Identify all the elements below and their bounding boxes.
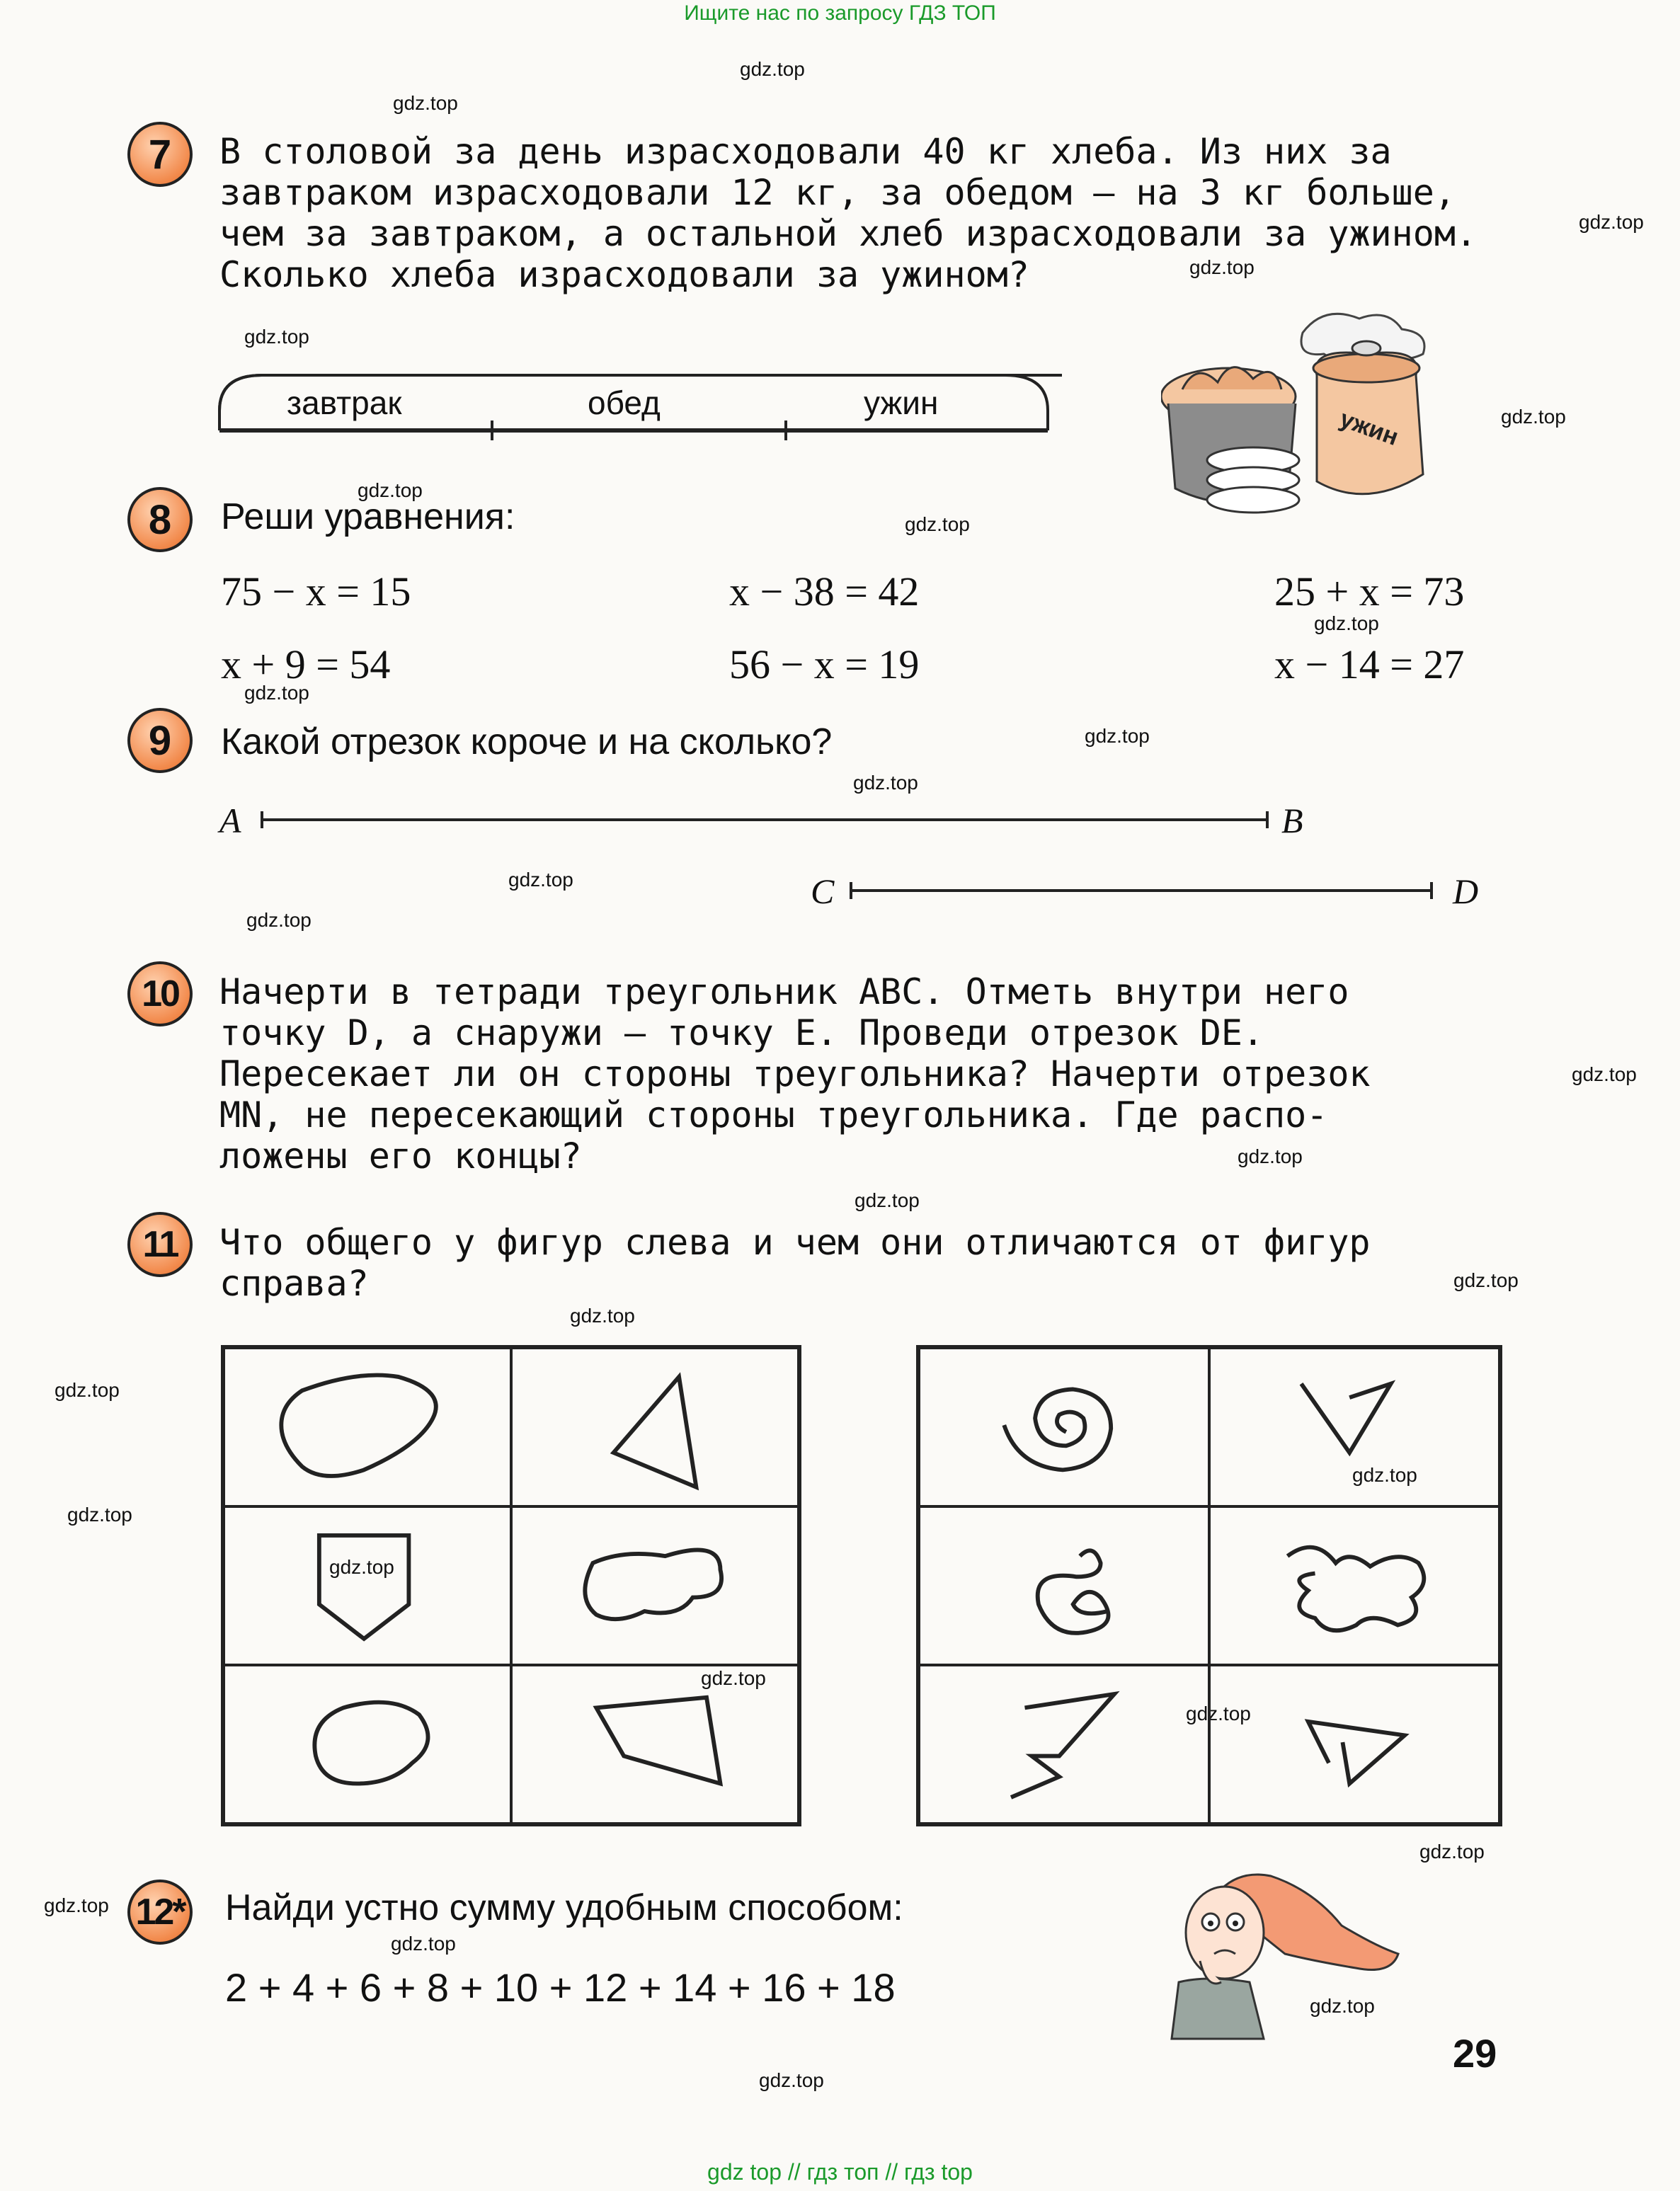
watermark: gdz.top [1238,1145,1303,1167]
task-12-expression: 2 + 4 + 6 + 8 + 10 + 12 + 14 + 16 + 18 [225,1965,896,2010]
watermark: gdz.top [853,772,918,794]
figure-cell [511,1665,799,1824]
equation: 56 − x = 19 [729,641,920,687]
task-7-line: Сколько хлеба израсходовали за ужином? [219,254,1029,295]
watermark: gdz.top [1314,612,1379,634]
watermark: gdz.top [570,1305,635,1327]
figure-cell [224,1348,511,1506]
task-10-line: точку D, а снаружи – точку E. Проведи отрезок DE. [219,1012,1264,1053]
task-9-badge: 9 [127,708,193,773]
diagram-label-lunch: обед [588,384,661,421]
watermark: gdz.top [67,1504,132,1526]
equation: x − 38 = 42 [729,568,920,614]
watermark: gdz.top [246,909,312,931]
task-10-badge: 10 [127,961,193,1026]
segments-figure [255,807,1458,906]
figure-cell [919,1348,1209,1506]
task-11-text [219,1222,1494,1304]
figure-cell [1209,1506,1499,1665]
watermark: gdz.top [740,58,805,80]
bread-pot-illustration [1161,304,1515,531]
point-label-b: B [1281,801,1303,840]
watermark: gdz.top [55,1379,120,1401]
figure-cell [919,1506,1209,1665]
figure-cell [1209,1348,1499,1506]
point-label-a: A [219,801,241,840]
watermark: gdz.top [1579,211,1644,233]
watermark: gdz.top [701,1667,766,1689]
watermark: gdz.top [855,1189,920,1211]
task-12-badge: 12* [127,1880,193,1945]
task-11-line: справа? [219,1263,369,1304]
figure-cell [1209,1665,1499,1824]
thinking-character-illustration [1129,1841,1405,2046]
figure-cell [511,1348,799,1506]
watermark: gdz.top [393,92,458,114]
watermark: gdz.top [391,1933,456,1955]
watermark: gdz.top [1453,1269,1519,1291]
equation: 25 + x = 73 [1274,568,1465,614]
watermark: gdz.top [1501,406,1566,428]
page-number: 29 [1453,2031,1497,2076]
watermark: gdz.top [759,2069,824,2091]
watermark: gdz.top [44,1894,109,1916]
task-11-line: Что общего у фигур слева и чем они отличаются от фигур [219,1222,1371,1263]
pot-label: ужин [1336,405,1402,452]
figure-cell [919,1665,1209,1824]
footer-banner: gdz top // гдз топ // гдз top [707,2159,973,2185]
point-label-d: D [1453,871,1479,911]
figure-cell [224,1506,511,1665]
task-7-line: чем за завтраком, а остальной хлеб израсходовали за ужином. [219,213,1478,254]
equation: x − 14 = 27 [1274,641,1465,687]
point-label-c: C [811,871,835,911]
watermark: gdz.top [905,513,970,535]
watermark: gdz.top [1572,1063,1637,1085]
left-figures-grid [221,1345,801,1826]
task-9-title: Какой отрезок короче и на сколько? [221,721,833,762]
watermark: gdz.top [329,1556,394,1578]
diagram-label-breakfast: завтрак [287,384,402,421]
task-10-text [219,971,1494,1177]
task-8-badge: 8 [127,487,193,552]
watermark: gdz.top [1186,1703,1251,1724]
task-12-title: Найди устно сумму удобным способом: [225,1887,903,1928]
task-7-line: завтраком израсходовали 12 кг, за обедом – на 3 кг больше, [219,172,1456,213]
watermark: gdz.top [1419,1841,1485,1863]
task-10-line: Начерти в тетради треугольник ABC. Отметь внутри него [219,971,1349,1012]
watermark: gdz.top [358,479,423,501]
watermark: gdz.top [244,326,309,348]
watermark: gdz.top [1310,1995,1375,2017]
figure-cell [224,1665,511,1824]
task-10-line: ложены его концы? [219,1135,582,1177]
task-7-text [219,131,1494,295]
watermark: gdz.top [508,869,573,891]
watermark: gdz.top [1189,256,1255,278]
watermark: gdz.top [1085,725,1150,747]
equation: 75 − x = 15 [221,568,411,614]
watermark: gdz.top [244,682,309,704]
diagram-label-dinner: ужин [864,384,939,421]
task-7-line: В столовой за день израсходовали 40 кг хлеба. Из них за [219,131,1392,172]
figure-cell [511,1506,799,1665]
task-10-line: Пересекает ли он стороны треугольника? Начерти отрезок [219,1053,1371,1094]
top-banner: Ищите нас по запросу ГДЗ ТОП [684,1,996,25]
watermark: gdz.top [1352,1464,1417,1486]
right-figures-grid [916,1345,1502,1826]
task-8-title: Реши уравнения: [221,496,515,537]
equation: x + 9 = 54 [221,641,391,687]
task-7-badge: 7 [127,122,193,187]
task-11-badge: 11 [127,1212,193,1277]
task-10-line: MN, не пересекающий стороны треугольника. Где распо- [219,1094,1328,1135]
